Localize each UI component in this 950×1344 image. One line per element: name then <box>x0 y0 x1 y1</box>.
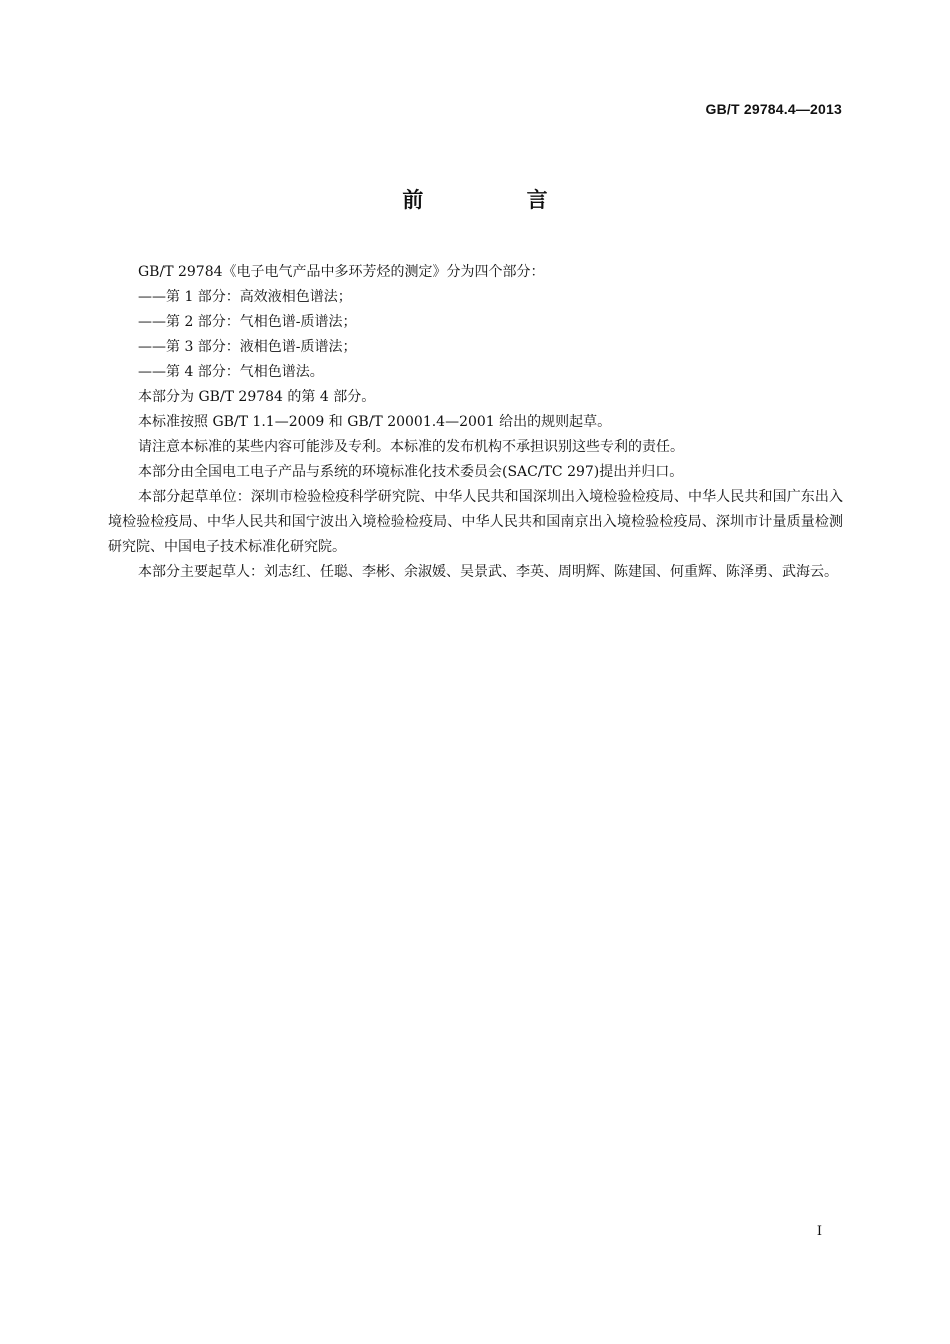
paragraph-drafting-units: 本部分起草单位：深圳市检验检疫科学研究院、中华人民共和国深圳出入境检验检疫局、中华人民共和国广东出入境检验检疫局、中华人民共和国宁波出入境检验检疫局、中华人民共和国南京出入境检验检疫局、深圳市计量质量检测研究院、中国电子技术标准化研究院。 <box>108 489 843 555</box>
paragraph-intro: GB/T 29784《电子电气产品中多环芳烃的测定》分为四个部分： <box>138 264 545 280</box>
list-item-part-4: ——第 4 部分：气相色谱法。 <box>138 364 324 380</box>
list-item-part-1: ——第 1 部分：高效液相色谱法； <box>138 289 352 305</box>
paragraph-part-statement: 本部分为 GB/T 29784 的第 4 部分。 <box>138 389 376 405</box>
list-item-part-3: ——第 3 部分：液相色谱-质谱法； <box>138 339 357 355</box>
foreword-body <box>108 260 843 585</box>
standard-code: GB/T 29784.4—2013 <box>705 101 842 117</box>
paragraph-drafters: 本部分主要起草人：刘志红、任聪、李彬、余淑媛、吴景武、李英、周明辉、陈建国、何重辉、陈泽勇、武海云。 <box>138 564 838 580</box>
page-number: I <box>816 1224 822 1239</box>
page-title: 前 言 <box>402 188 596 212</box>
list-item-part-2: ——第 2 部分：气相色谱-质谱法； <box>138 314 357 330</box>
paragraph-drafting-rules: 本标准按照 GB/T 1.1—2009 和 GB/T 20001.4—2001 给出的规则起草。 <box>138 414 612 430</box>
paragraph-proposer: 本部分由全国电工电子产品与系统的环境标准化技术委员会(SAC/TC 297)提出并归口。 <box>138 464 684 480</box>
paragraph-patent-notice: 请注意本标准的某些内容可能涉及专利。本标准的发布机构不承担识别这些专利的责任。 <box>138 439 684 455</box>
